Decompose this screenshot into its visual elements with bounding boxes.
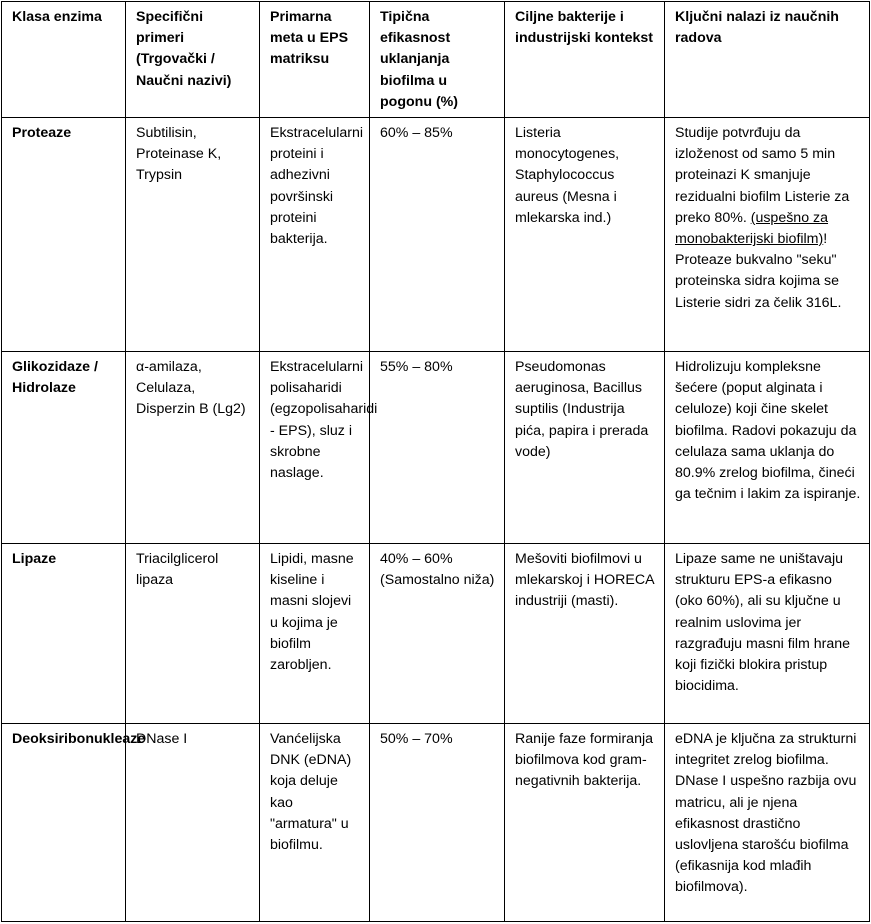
nalazi-text: Studije potvrđuju da izloženost od samo 5 min proteinazi K smanjuje rezidualni biofilm Listerie za preko 80%. [675,125,850,226]
nalazi-underlined: (uspešno za monobakterijski biofilm) [675,209,829,248]
nalazi-text-end: ! Proteaze bukvalno "seku" proteinska sidra kojima se Listerie sidri za čelik 316L. [675,231,842,311]
cell-primeri: DNase I [126,724,260,922]
cell-nalazi [665,118,870,352]
cell-bakterije: Pseudomonas aeruginosa, Bacillus suptilis (Industrija pića, papira i prerada vode) [505,352,665,544]
table-row [2,724,870,922]
header-row [2,2,870,118]
cell-klasa: Deoksiribonukleaze [2,724,126,922]
table-row [2,352,870,544]
enzyme-table [1,1,870,922]
cell-efikasnost: 50% – 70% [370,724,505,922]
cell-meta: Lipidi, masne kiseline i masni slojevi u kojima je biofilm zarobljen. [260,544,370,724]
cell-efikasnost: 40% – 60% (Samostalno niža) [370,544,505,724]
cell-klasa: Glikozidaze / Hidrolaze [2,352,126,544]
cell-klasa: Lipaze [2,544,126,724]
cell-bakterije: Listeria monocytogenes, Staphylococcus aureus (Mesna i mlekarska ind.) [505,118,665,352]
cell-meta: Vanćelijska DNK (eDNA) koja deluje kao "armatura" u biofilmu. [260,724,370,922]
cell-bakterije: Ranije faze formiranja biofilmova kod gram-negativnih bakterija. [505,724,665,922]
header-nalazi: Ključni nalazi iz naučnih radova [665,2,870,118]
header-primeri: Specifični primeri (Trgovački / Naučni nazivi) [126,2,260,118]
cell-primeri: Subtilisin, Proteinase K, Trypsin [126,118,260,352]
header-bakterije: Ciljne bakterije i industrijski kontekst [505,2,665,118]
header-meta: Primarna meta u EPS matriksu [260,2,370,118]
table-row [2,118,870,352]
cell-meta: Ekstracelularni polisaharidi (egzopolisaharidi - EPS), sluz i skrobne naslage. [260,352,370,544]
cell-efikasnost: 55% – 80% [370,352,505,544]
cell-nalazi: Hidrolizuju kompleksne šećere (poput alginata i celuloze) koji čine skelet biofilma. Radovi pokazuju da celulaza sama uklanja do 80.9% zrelog biofilma, čineći ga tečnim i lakim za ispiranje. [665,352,870,544]
cell-nalazi: eDNA je ključna za strukturni integritet zrelog biofilma. DNase I uspešno razbija ovu matricu, ali je njena efikasnost drastično uslovljena starošću biofilma (efikasnija kod mlađih biofilmova). [665,724,870,922]
cell-klasa: Proteaze [2,118,126,352]
cell-primeri: α-amilaza, Celulaza, Disperzin B (Lg2) [126,352,260,544]
table-row [2,544,870,724]
cell-meta: Ekstracelularni proteini i adhezivni površinski proteini bakterija. [260,118,370,352]
header-efikasnost: Tipična efikasnost uklanjanja biofilma u pogonu (%) [370,2,505,118]
cell-bakterije: Mešoviti biofilmovi u mlekarskoj i HORECA industriji (masti). [505,544,665,724]
cell-nalazi: Lipaze same ne uništavaju strukturu EPS-a efikasno (oko 60%), ali su ključne u realnim uslovima jer razgrađuju masni film hrane koji fizički blokira pristup biocidima. [665,544,870,724]
cell-efikasnost: 60% – 85% [370,118,505,352]
cell-primeri: Triacilglicerol lipaza [126,544,260,724]
header-klasa: Klasa enzima [2,2,126,118]
